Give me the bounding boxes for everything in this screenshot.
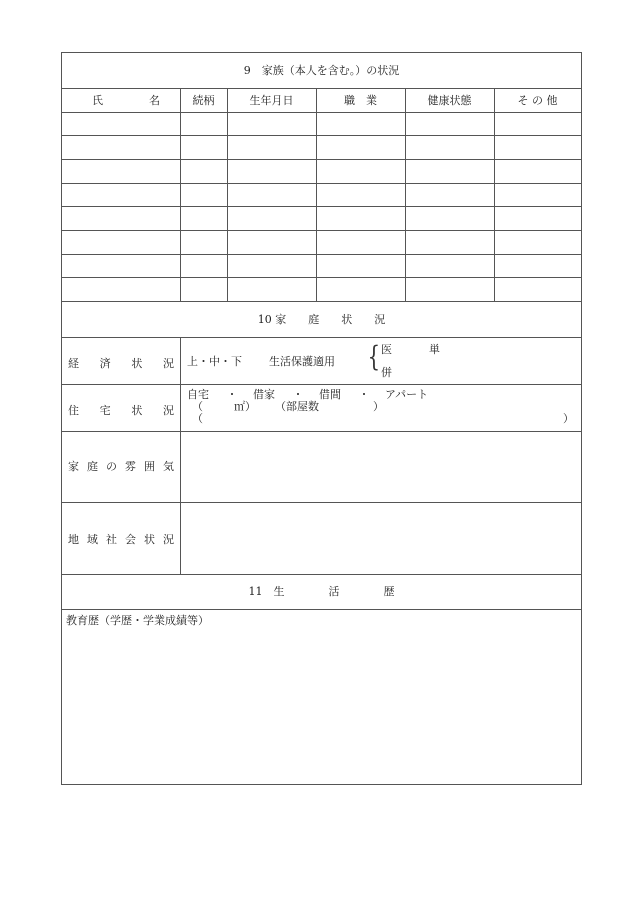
economy-levels[interactable]: 上・中・下 [187,355,242,368]
column-header-birthdate: 生年月日 [249,94,294,107]
column-header-relation: 続柄 [192,94,215,107]
housing-area-unit: ㎡） [234,400,256,413]
housing-label: 住 宅 状 況 [68,404,174,417]
column-header-other: そ の 他 [517,94,558,107]
column-header-name: 氏 名 [92,94,160,107]
column-header-occupation: 職 業 [344,94,377,107]
family-table-body[interactable] [62,113,581,301]
section9-title: 9 家族（本人を含む。）の状況 [243,64,400,77]
atmosphere-label: 家 庭 の 雰 囲 気 [68,460,174,473]
welfare-option-medical[interactable]: 医 [381,343,392,356]
welfare-option-single[interactable]: 単 [429,343,440,356]
housing-note-close: ） [563,412,574,425]
economy-label: 経 済 状 況 [68,357,174,370]
education-label: 教育歴（学歴・学業成績等） [66,614,209,627]
welfare-label: 生活保護適用 [269,355,335,368]
housing-types[interactable]: 自宅 ・ 借家 ・ 借間 ・ アパート [187,388,429,401]
housing-area-open: （ [192,400,203,413]
welfare-option-combined[interactable]: 併 [381,366,392,379]
section11-title: 11 生 活 歴 [248,585,395,598]
brace-icon: { [367,340,381,373]
housing-rooms-close: ） [373,400,384,413]
housing-note-open: （ [192,412,203,425]
education-field[interactable] [62,628,581,783]
atmosphere-field[interactable] [181,432,581,502]
community-field[interactable] [181,503,581,573]
column-header-health: 健康状態 [427,94,472,107]
family-status-form [61,52,582,785]
housing-rooms-label: （部屋数 [275,400,319,413]
section10-title: 10 家 庭 状 況 [257,313,386,326]
community-label: 地 域 社 会 状 況 [68,533,174,546]
